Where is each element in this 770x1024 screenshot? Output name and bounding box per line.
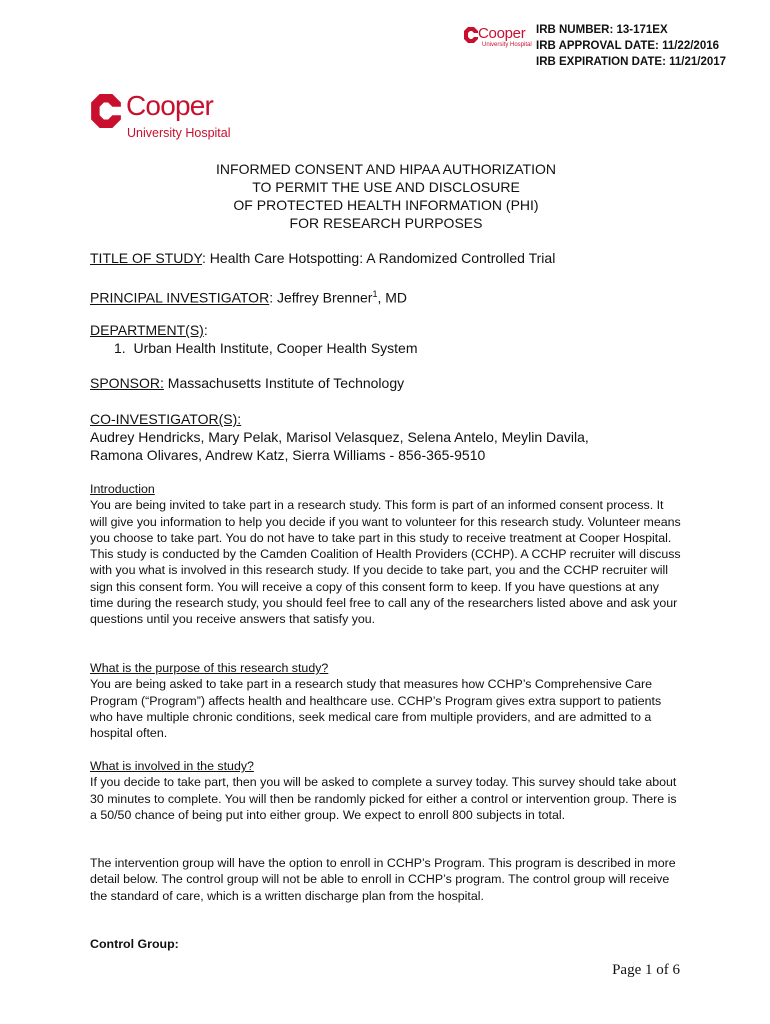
involved-text: If you decide to take part, then you will be asked to complete a survey today. This survey should take about 30 minutes to complete. You will then be randomly picked for either a control or intervention group. There is a 50/50 chance of being put into either group. We expect to enroll 800 subjects in total. (90, 775, 677, 822)
pi-degree: , MD (377, 289, 408, 306)
irb-approval-date: IRB APPROVAL DATE: 11/22/2016 (536, 40, 720, 52)
irb-logo-brand: Cooper (478, 25, 526, 42)
irb-info (536, 22, 726, 70)
study-title-value: : Health Care Hotspotting: A Randomized Controlled Trial (202, 250, 556, 266)
department-item (114, 339, 418, 357)
intervention-text: The intervention group will have the option to enroll in CCHP’s Program. This program is described in more detail below. The control group will not be able to enroll in CCHP’s program. The control group will receive the standard of care, which is a written discharge plan from the hospital. (90, 856, 676, 903)
co-investigators-field (90, 410, 589, 464)
title-line: INFORMED CONSENT AND HIPAA AUTHORIZATION (216, 161, 556, 177)
involved-section (90, 758, 682, 823)
cooper-logo (90, 92, 250, 144)
introduction-section (90, 481, 682, 628)
irb-logo-sub: University Hospital (482, 42, 532, 48)
co-investigators-label: CO-INVESTIGATOR(S): (90, 411, 242, 427)
study-title-label: TITLE OF STUDY (90, 250, 203, 266)
purpose-text: You are being asked to take part in a research study that measures how CCHP’s Comprehensive Care Program (“Program”) affects health and healthcare use. CCHP’s Program gives extra support to patients who have multiple chronic conditions, seek medical care from multiple providers, and are admitted to a hospital often. (90, 677, 662, 741)
title-line: OF PROTECTED HEALTH INFORMATION (PHI) (233, 197, 539, 213)
purpose-section (90, 660, 682, 741)
introduction-text: You are being invited to take part in a research study. This form is part of an informed consent process. It will give you information to help you decide if you want to volunteer for this research study. Volunteer means you choose to take part. You do not have to take part in this study to receive treatment at Cooper Hospital. This study is conducted by the Camden Coalition of Health Providers (CCHP). A CCHP recruiter will discuss with you what is involved in this research study. If you decide to take part, you and the CCHP recruiter will sign this consent form. You will receive a copy of this consent form to keep. If you have questions at any time during the research study, you should feel free to call any of the researchers listed above and ask your questions until you receive answers that satisfy you. (90, 498, 681, 627)
introduction-heading: Introduction (90, 482, 155, 496)
co-investigators-line: Audrey Hendricks, Mary Pelak, Marisol Velasquez, Selena Antelo, Meylin Davila, (90, 429, 589, 445)
involved-heading: What is involved in the study? (90, 759, 254, 773)
sponsor-value: Massachusetts Institute of Technology (163, 375, 405, 391)
pi-value: : Jeffrey Brenner (269, 289, 373, 306)
logo-brand: Cooper (126, 90, 214, 121)
pi-superscript: 1 (372, 289, 378, 299)
title-line: FOR RESEARCH PURPOSES (289, 215, 483, 231)
control-group-heading: Control Group: (90, 937, 179, 951)
irb-number: IRB NUMBER: 13-171EX (536, 24, 668, 36)
study-title-field (90, 249, 555, 267)
department-label: DEPARTMENT(S) (90, 322, 204, 338)
irb-expiration-date: IRB EXPIRATION DATE: 11/21/2017 (536, 56, 727, 68)
title-line: TO PERMIT THE USE AND DISCLOSURE (252, 179, 520, 195)
control-group-section (90, 936, 682, 952)
pi-label: PRINCIPAL INVESTIGATOR (90, 289, 270, 306)
co-investigators-line: Ramona Olivares, Andrew Katz, Sierra Williams - 856-365-9510 (90, 447, 486, 463)
principal-investigator-field (90, 285, 407, 307)
cooper-logo-icon (464, 27, 478, 43)
sponsor-label: SPONSOR: (90, 375, 164, 391)
irb-stamp (464, 22, 764, 72)
cooper-logo-mark-icon (90, 94, 122, 128)
department-item-text: Urban Health Institute, Cooper Health System (133, 340, 418, 356)
department-field (90, 321, 208, 339)
logo-sub: University Hospital (127, 126, 231, 140)
department-colon: : (203, 322, 208, 338)
purpose-heading: What is the purpose of this research study? (90, 661, 329, 675)
sponsor-field (90, 374, 404, 392)
page-number: Page 1 of 6 (612, 962, 680, 978)
intervention-section (90, 855, 682, 904)
document-title (90, 160, 682, 232)
irb-cooper-logo (464, 24, 534, 50)
department-item-number: 1. (114, 340, 126, 356)
